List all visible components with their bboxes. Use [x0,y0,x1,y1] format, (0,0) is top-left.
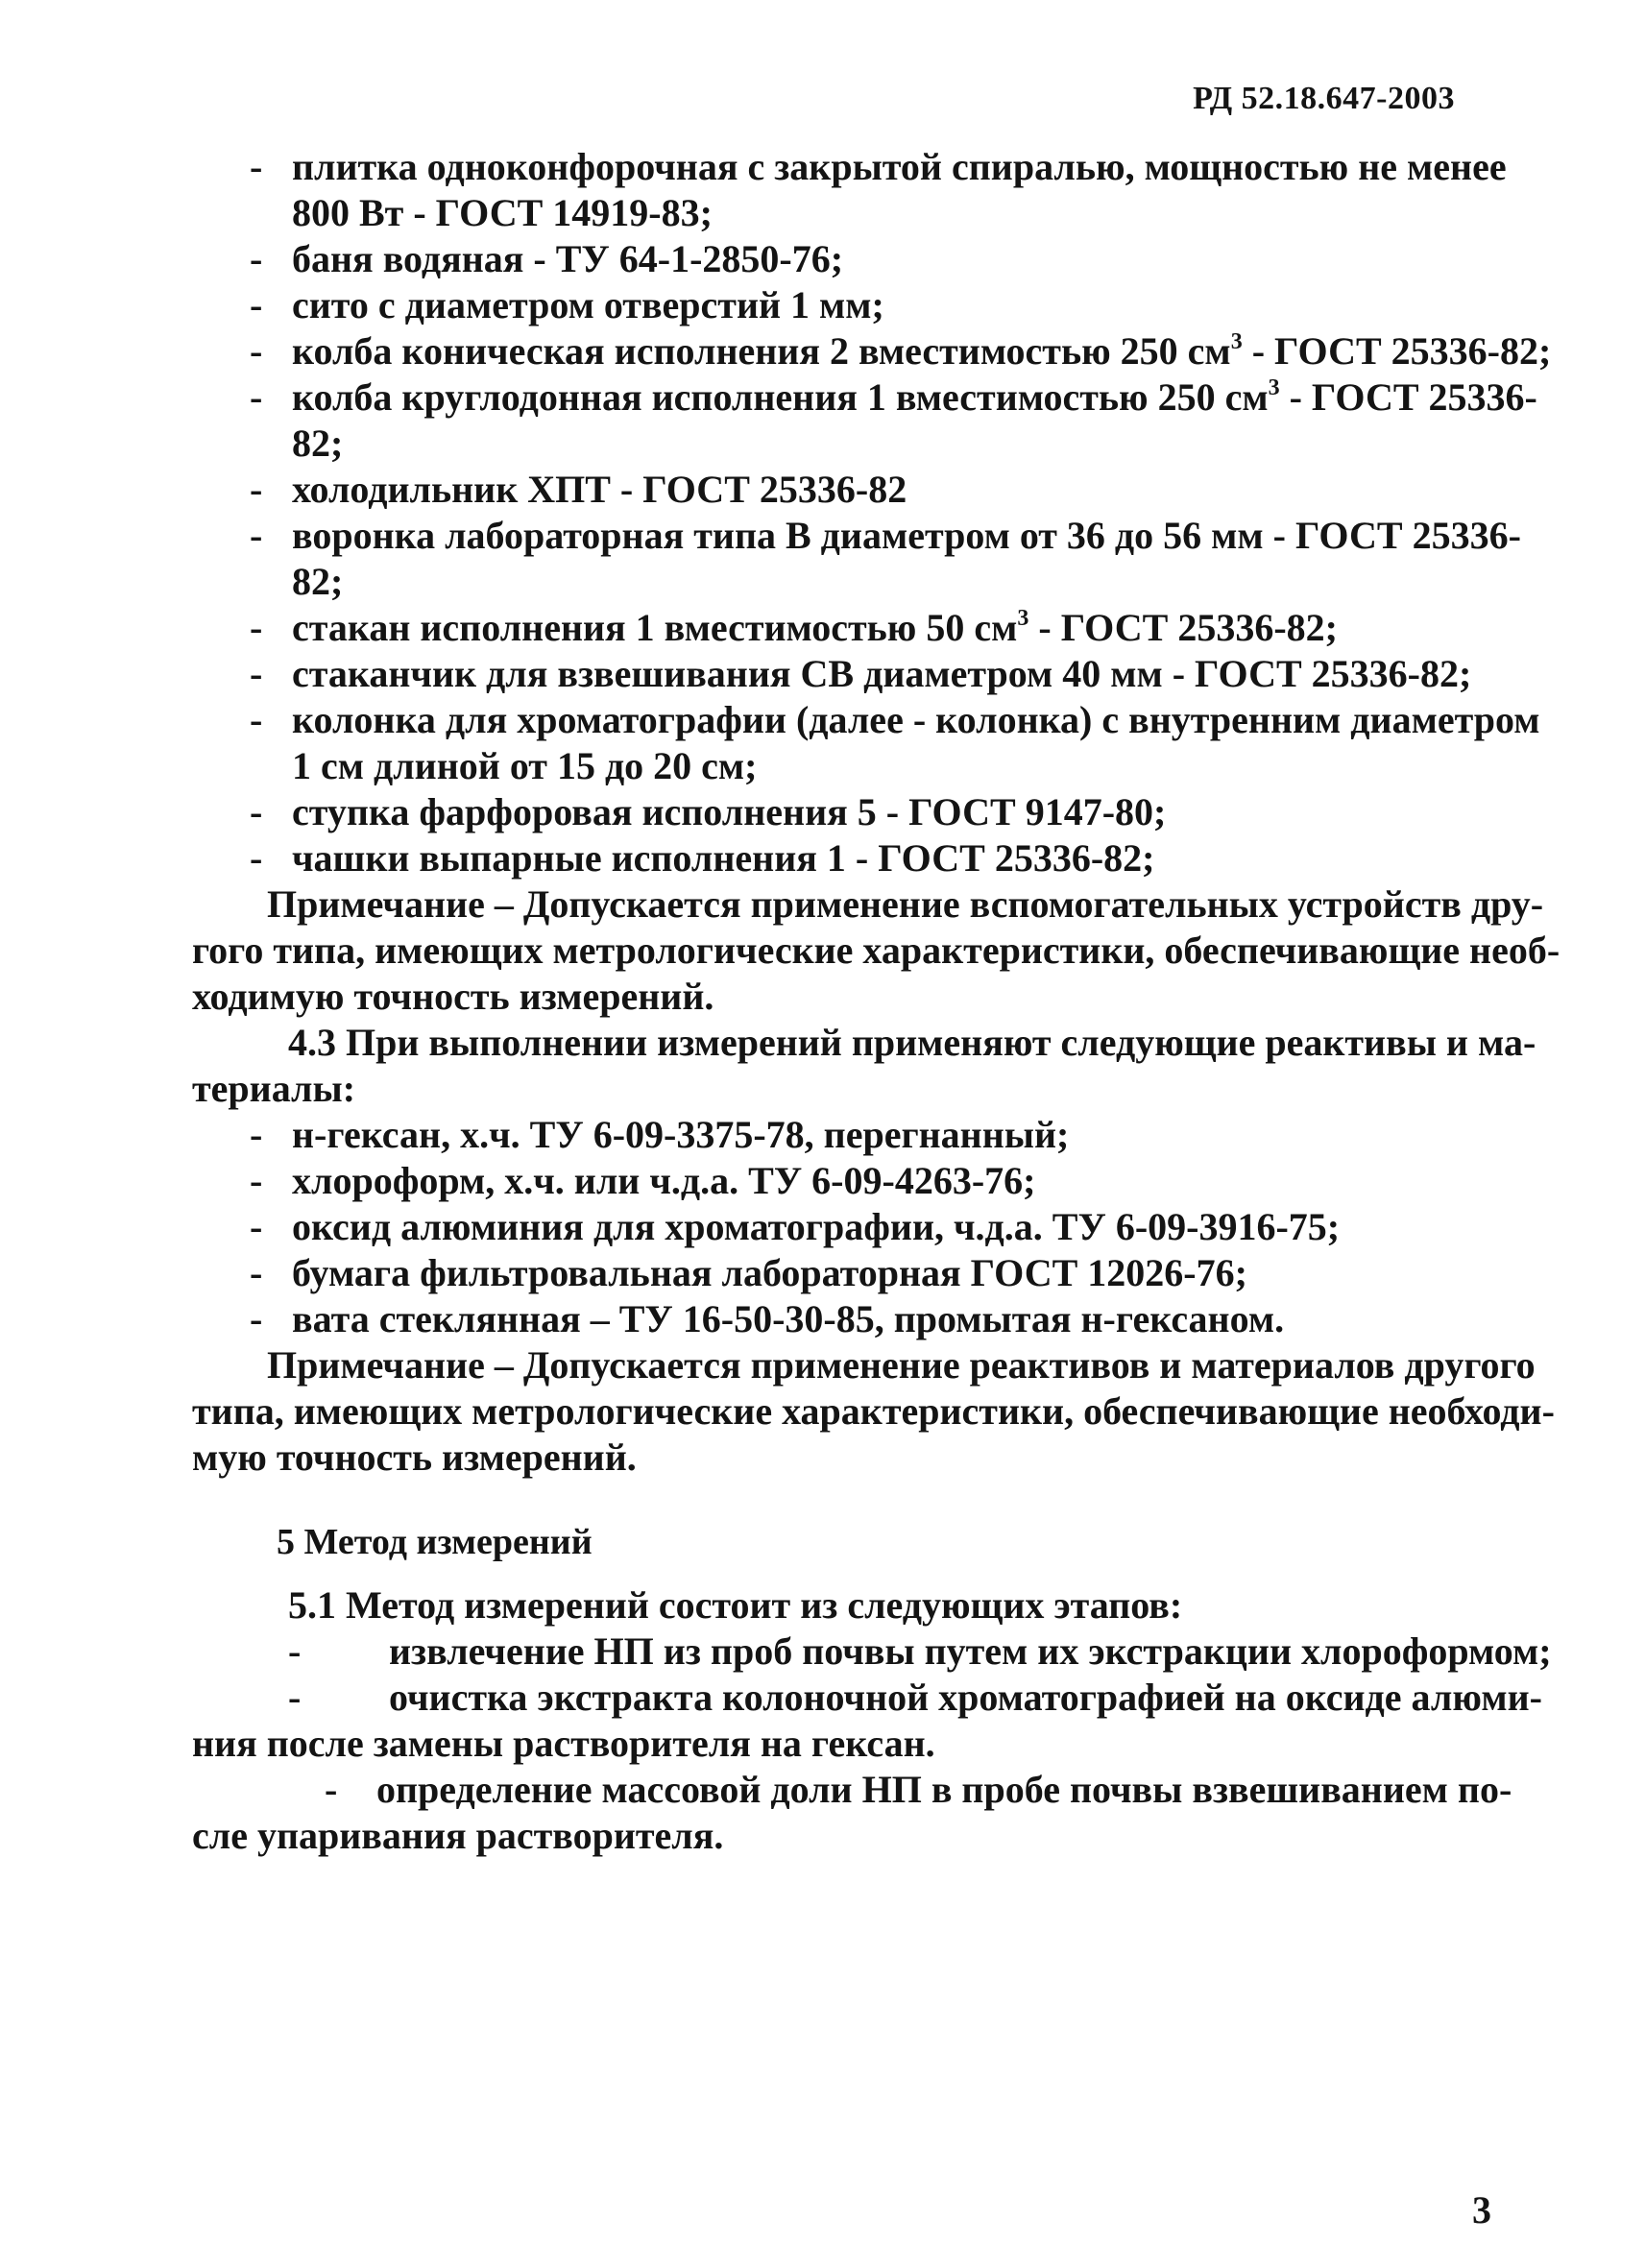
list-item [0,513,1645,559]
list-dash: - [288,1676,302,1719]
list-item-text-main: колба круглодонная исполнения 1 вместимостью 250 см [292,375,1269,419]
spacer [0,1565,1645,1582]
list-dash: - [250,145,263,188]
equipment-list [0,144,1645,881]
list-dash: - [250,698,263,741]
list-item-text: 82; [292,560,344,603]
list-item-text: баня водяная - ТУ 64-1-2850-76; [292,237,844,280]
note-text: ходимую точность измерений. [192,975,714,1018]
list-item [0,1158,1645,1204]
list-item-text: сито с диаметром отверстий 1 мм; [292,283,884,326]
list-item-text-main: колба коническая исполнения 2 вместимостью 250 см [292,329,1231,373]
list-dash: - [325,1768,338,1811]
superscript: 3 [1017,606,1029,631]
paragraph-line [0,1020,1645,1066]
note-paragraph [0,1342,1645,1481]
list-item [0,144,1645,190]
list-dash: - [250,514,263,557]
list-item-text: извлечение НП из проб почвы путем их экстракции хлороформом; [389,1629,1552,1673]
list-item-continuation [0,421,1645,467]
superscript: 3 [1230,329,1243,354]
list-item-text: н-гексан, х.ч. ТУ 6-09-3375-78, перегнанный; [292,1113,1070,1156]
list-item-text: 82; [292,422,344,465]
list-item-text: вата стеклянная – ТУ 16-50-30-85, промытая н-гексаном. [292,1297,1285,1340]
paragraph-text: 4.3 При выполнении измерений применяют следующие реактивы и ма- [288,1021,1536,1064]
list-dash: - [250,375,263,419]
note-line [0,928,1645,974]
page-content [0,144,1645,1859]
list-dash: - [288,1629,302,1673]
note-text: типа, имеющих метрологические характеристики, обеспечивающие необходи- [192,1389,1555,1433]
list-item [0,282,1645,328]
list-item-text [292,374,1537,421]
list-item-text-tail: - ГОСТ 25336-82; [1242,329,1552,373]
list-item-continuation [0,1721,1645,1767]
list-item-continuation [0,1813,1645,1859]
paragraph-text: териалы: [192,1067,356,1110]
list-item-text: определение массовой доли НП в пробе почвы взвешиванием по- [376,1768,1512,1811]
list-item [0,1629,1645,1675]
list-item [0,789,1645,835]
page-number: 3 [1472,2188,1491,2232]
list-item [0,651,1645,697]
paragraph-5-1 [0,1582,1645,1629]
list-item-text: бумага фильтровальная лабораторная ГОСТ 12026-76; [292,1251,1247,1294]
list-dash: - [250,329,263,373]
list-item-text: воронка лабораторная типа В диаметром от 36 до 56 мм - ГОСТ 25336- [292,514,1521,557]
list-item [0,835,1645,881]
paragraph-text: 5.1 Метод измерений состоит из следующих этапов: [288,1583,1183,1627]
list-item-text: холодильник ХПТ - ГОСТ 25336-82 [292,468,907,511]
list-item-continuation [0,743,1645,789]
list-item [0,1675,1645,1721]
note-text: Примечание – Допускается применение реактивов и материалов другого [267,1343,1536,1387]
note-paragraph [0,881,1645,1020]
list-item [0,1204,1645,1250]
note-line [0,1342,1645,1388]
spacer [0,1481,1645,1519]
list-item-text: колонка для хроматографии (далее - колонка) с внутренним диаметром [292,698,1540,741]
steps-list [0,1629,1645,1859]
reagents-list [0,1112,1645,1342]
list-dash: - [250,1159,263,1202]
list-dash: - [250,790,263,833]
list-item-text-main: стакан исполнения 1 вместимостью 50 см [292,606,1018,649]
list-item-text: оксид алюминия для хроматографии, ч.д.а. ТУ 6-09-3916-75; [292,1205,1341,1248]
paragraph-4-3 [0,1020,1645,1112]
list-dash: - [250,836,263,880]
list-item-text: чашки выпарные исполнения 1 - ГОСТ 25336-82; [292,836,1155,880]
list-item [0,1296,1645,1342]
list-item [0,467,1645,513]
note-line [0,881,1645,928]
list-item-text-tail: - ГОСТ 25336-82; [1028,606,1338,649]
list-item [0,374,1645,421]
list-dash: - [250,283,263,326]
list-item [0,697,1645,743]
list-dash: - [250,1251,263,1294]
section-heading [0,1519,1645,1565]
list-item [0,1250,1645,1296]
list-item [0,328,1645,374]
section-title: 5 Метод измерений [277,1522,593,1562]
list-item [0,236,1645,282]
list-item-text [292,328,1552,374]
list-item-text-tail: - ГОСТ 25336- [1279,375,1537,419]
note-text: Примечание – Допускается применение вспомогательных устройств дру- [267,882,1544,926]
list-item-text: стаканчик для взвешивания СВ диаметром 40 мм - ГОСТ 25336-82; [292,652,1472,695]
list-item-text: ступка фарфоровая исполнения 5 - ГОСТ 9147-80; [292,790,1167,833]
note-line [0,1435,1645,1481]
list-item-text: 800 Вт - ГОСТ 14919-83; [292,191,713,234]
list-dash: - [250,652,263,695]
superscript: 3 [1268,375,1280,400]
list-item-text: плитка одноконфорочная с закрытой спиралью, мощностью не менее [292,145,1507,188]
note-text: гого типа, имеющих метрологические характеристики, обеспечивающие необ- [192,929,1560,972]
list-item-text: ния после замены растворителя на гексан. [192,1722,935,1765]
list-dash: - [250,1297,263,1340]
list-item-text: сле упаривания растворителя. [192,1814,724,1857]
note-line [0,1388,1645,1435]
document-code-header: РД 52.18.647-2003 [1193,81,1455,116]
list-item [0,605,1645,651]
list-item-text [292,605,1491,651]
list-dash: - [250,1113,263,1156]
list-item [0,1767,1645,1813]
list-item-text: хлороформ, х.ч. или ч.д.а. ТУ 6-09-4263-76; [292,1159,1036,1202]
list-dash: - [250,468,263,511]
paragraph-line [0,1066,1645,1112]
list-item-text: очистка экстракта колоночной хроматографией на оксиде алюми- [389,1676,1542,1719]
note-text: мую точность измерений. [192,1436,637,1479]
list-item [0,1112,1645,1158]
note-line [0,974,1645,1020]
list-item-continuation [0,190,1645,236]
list-dash: - [250,237,263,280]
list-dash: - [250,1205,263,1248]
list-item-text: 1 см длиной от 15 до 20 см; [292,744,758,787]
list-dash: - [250,606,263,649]
list-item-continuation [0,559,1645,605]
